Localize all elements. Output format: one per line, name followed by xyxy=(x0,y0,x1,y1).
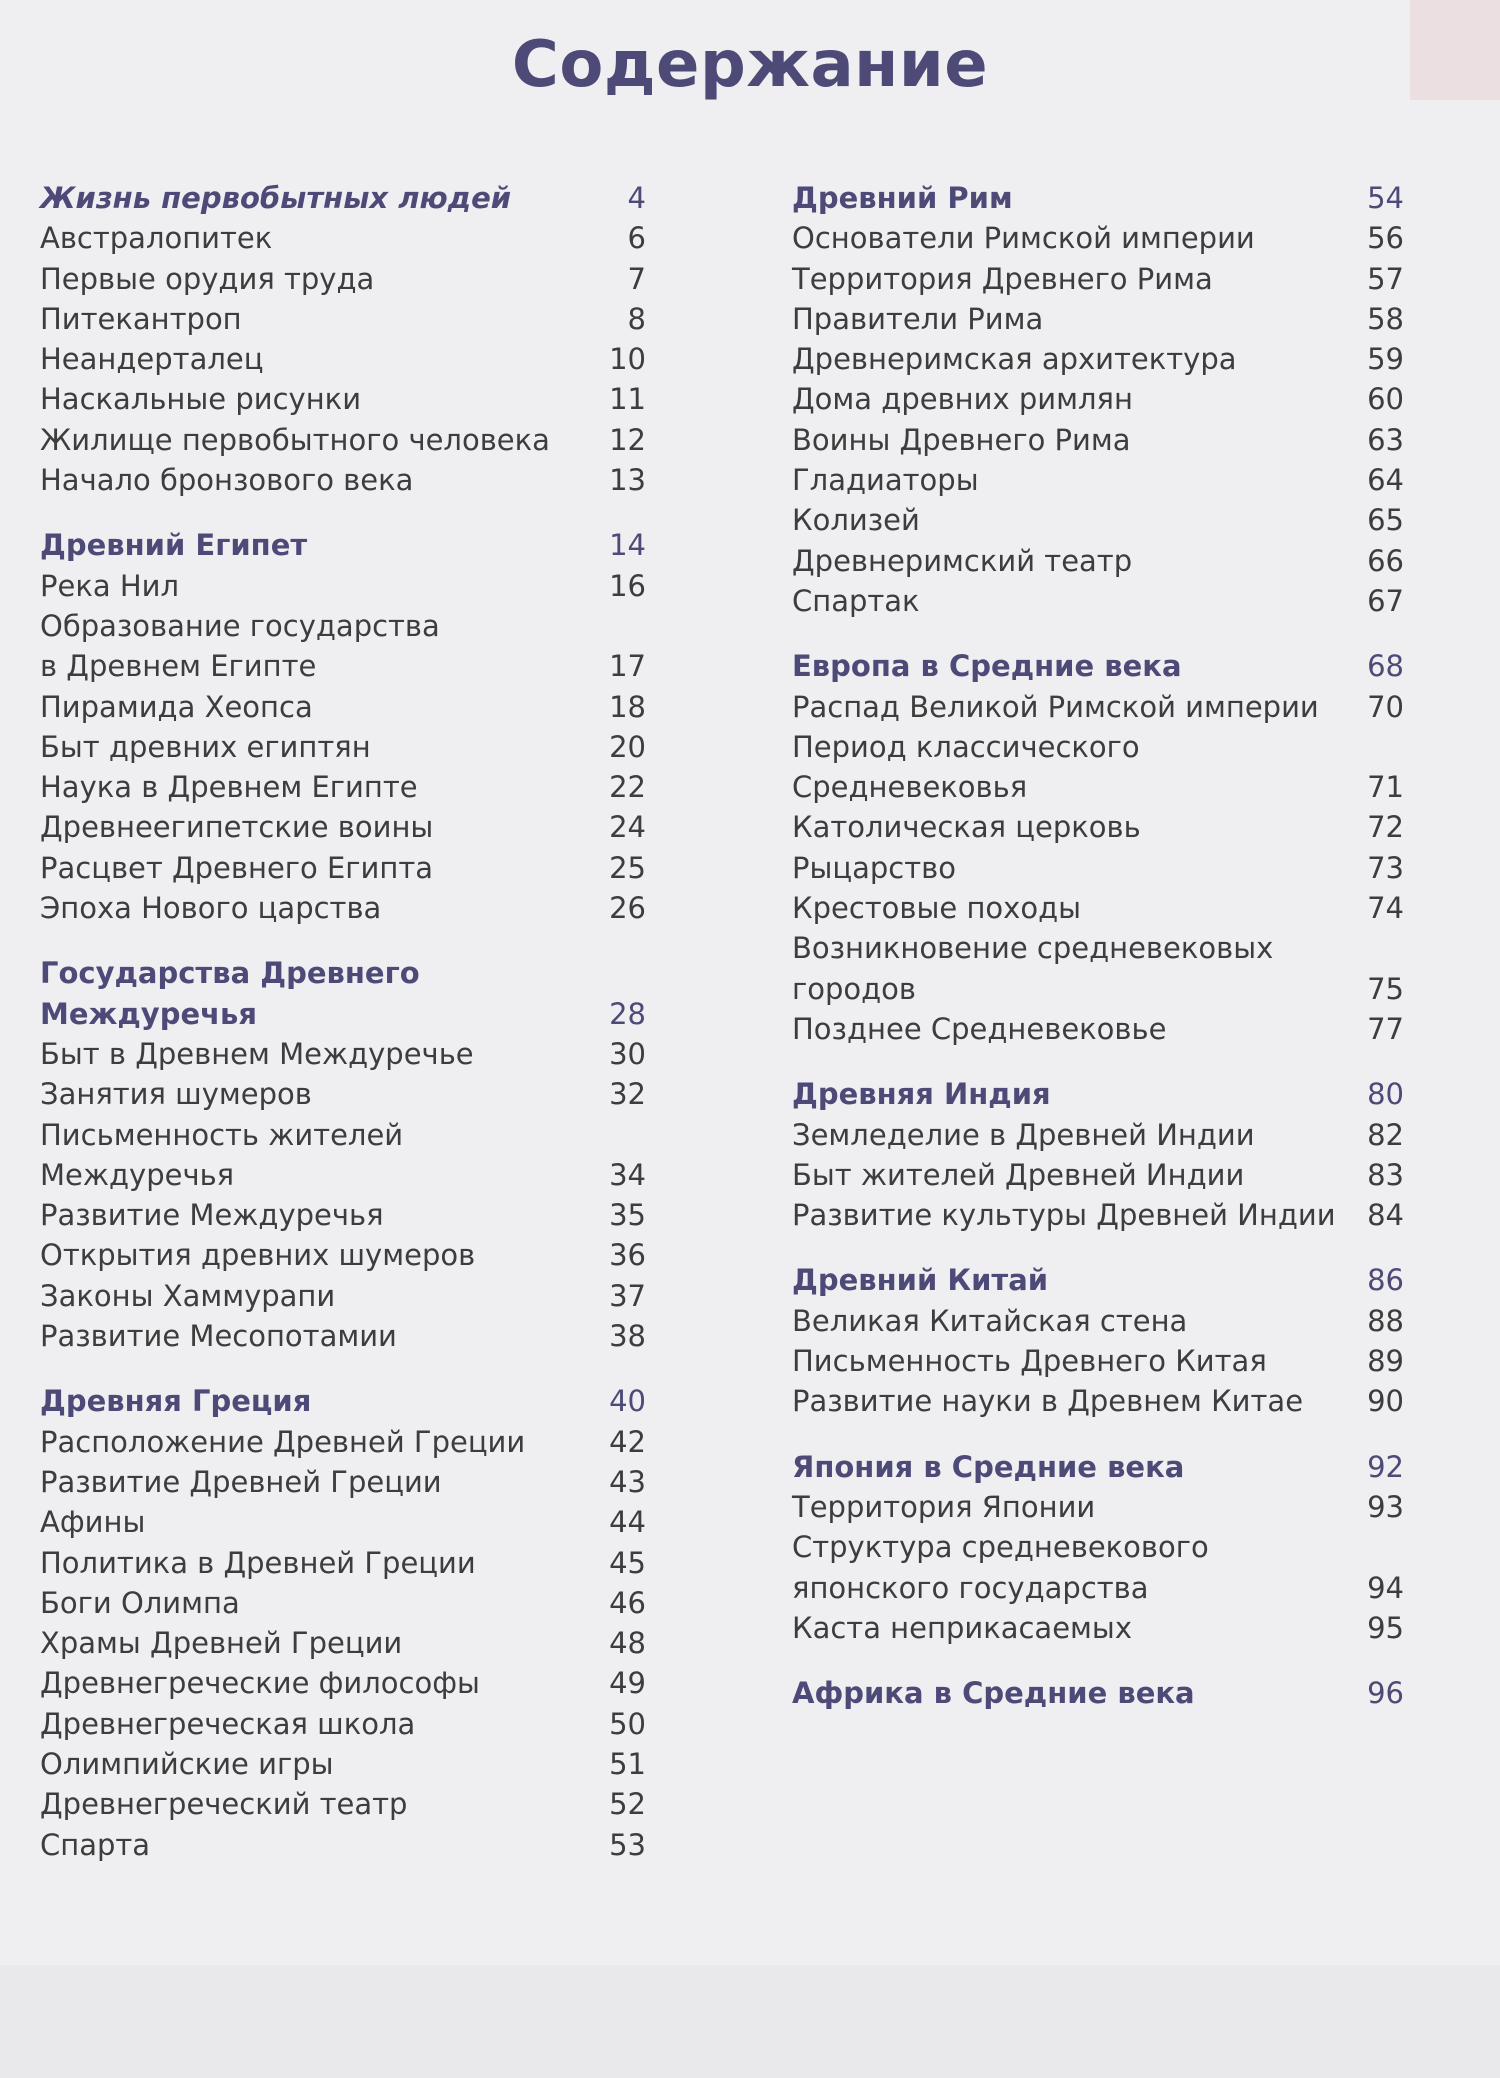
toc-entry[interactable] xyxy=(40,687,646,727)
toc-entry-title: Рыцарство xyxy=(792,850,956,885)
toc-section xyxy=(792,1447,1404,1648)
toc-entry-page: 88 xyxy=(1367,1303,1404,1338)
toc-entry-page: 51 xyxy=(609,1746,646,1781)
toc-section-heading[interactable] xyxy=(792,1260,1404,1300)
toc-entry-title: Возникновение средневековых xyxy=(792,931,1274,966)
toc-entry[interactable] xyxy=(40,218,646,258)
toc-entry-title: Территория Японии xyxy=(792,1489,1096,1524)
toc-entry[interactable] xyxy=(40,1422,646,1462)
toc-heading-title: Европа в Средние века xyxy=(792,649,1182,684)
toc-entry-page: 50 xyxy=(609,1706,646,1741)
toc-section-heading[interactable] xyxy=(792,1447,1404,1487)
toc-entry-title: Эпоха Нового царства xyxy=(40,891,382,926)
toc-entry-page: 58 xyxy=(1367,301,1404,336)
toc-entry-page: 37 xyxy=(609,1278,646,1313)
toc-entry[interactable] xyxy=(792,420,1404,460)
toc-entry-page: 32 xyxy=(609,1077,646,1112)
toc-entry-title: Древнегреческий театр xyxy=(40,1787,408,1822)
toc-entry-page: 71 xyxy=(1367,770,1404,805)
toc-section-heading[interactable] xyxy=(40,525,646,565)
toc-entry[interactable] xyxy=(40,420,646,460)
toc-entry-title: Олимпийские игры xyxy=(40,1746,334,1781)
toc-entry-title: Образование государства xyxy=(40,608,440,643)
toc-heading-title: Древняя Индия xyxy=(792,1077,1051,1112)
toc-entry[interactable] xyxy=(40,1195,646,1235)
toc-section-heading[interactable] xyxy=(40,1381,646,1421)
toc-entry-title: Воины Древнего Рима xyxy=(792,422,1131,457)
toc-entry-title: Наука в Древнем Египте xyxy=(40,770,418,805)
toc-entry-page: 52 xyxy=(609,1787,646,1822)
toc-entry[interactable] xyxy=(792,541,1404,581)
toc-entry-title: Колизей xyxy=(792,503,920,538)
toc-entry-page: 49 xyxy=(609,1666,646,1701)
toc-heading-title: Государства Древнего Междуречья xyxy=(40,956,420,1031)
toc-entry[interactable] xyxy=(792,299,1404,339)
toc-entry-page: 7 xyxy=(627,261,646,296)
toc-entry-title: Территория Древнего Рима xyxy=(792,261,1213,296)
toc-entry-title: Развитие науки в Древнем Китае xyxy=(792,1384,1304,1419)
toc-entry[interactable] xyxy=(40,259,646,299)
toc-entry[interactable] xyxy=(40,1825,646,1865)
toc-entry-title: Основатели Римской империи xyxy=(792,221,1255,256)
toc-heading-title: Жизнь первобытных людей xyxy=(40,181,512,215)
toc-entry[interactable] xyxy=(40,606,646,646)
toc-entry-title: Гладиаторы xyxy=(792,463,979,498)
toc-entry[interactable] xyxy=(40,1623,646,1663)
toc-entry-page: 73 xyxy=(1367,850,1404,885)
toc-entry-page: 20 xyxy=(609,729,646,764)
toc-entry-page: 25 xyxy=(609,850,646,885)
toc-entry[interactable] xyxy=(792,727,1404,808)
toc-heading-page: 54 xyxy=(1367,181,1404,215)
toc-entry-title: Развитие Месопотамии xyxy=(40,1319,397,1354)
toc-entry-title: Письменность Древнего Китая xyxy=(792,1344,1267,1379)
toc-entry-title: Неандерталец xyxy=(40,342,264,377)
toc-entry[interactable] xyxy=(792,259,1404,299)
toc-entry-page: 66 xyxy=(1367,543,1404,578)
toc-entry-page: 6 xyxy=(627,221,646,256)
toc-entry[interactable] xyxy=(40,1784,646,1824)
toc-entry-title: Быт жителей Древней Индии xyxy=(792,1157,1245,1192)
toc-entry-page: 8 xyxy=(627,301,646,336)
toc-entry[interactable] xyxy=(792,848,1404,888)
toc-entry-title: Наскальные рисунки xyxy=(40,382,362,417)
toc-entry-title: Письменность жителей Междуречья xyxy=(40,1117,404,1192)
toc-entry[interactable] xyxy=(40,807,646,847)
toc-entry-title: Структура средневекового xyxy=(792,1530,1209,1565)
toc-entry[interactable] xyxy=(792,379,1404,419)
toc-entry-page: 46 xyxy=(609,1585,646,1620)
toc-entry[interactable] xyxy=(792,1381,1404,1421)
toc-entry-page: 65 xyxy=(1367,503,1404,538)
toc-entry-title: Занятия шумеров xyxy=(40,1077,312,1112)
toc-entry-title: в Древнем Египте xyxy=(40,649,317,684)
toc-entry[interactable] xyxy=(40,566,646,606)
toc-entry[interactable] xyxy=(792,1155,1404,1195)
toc-heading-page: 80 xyxy=(1367,1077,1404,1112)
toc-section-heading[interactable] xyxy=(40,953,646,1034)
toc-section xyxy=(792,1673,1404,1713)
toc-entry-title: Расположение Древней Греции xyxy=(40,1424,526,1459)
toc-entry-title: Быт древних египтян xyxy=(40,729,371,764)
toc-entry[interactable] xyxy=(792,1568,1404,1608)
toc-section-heading[interactable] xyxy=(792,178,1404,218)
toc-entry[interactable] xyxy=(40,339,646,379)
toc-section xyxy=(792,1074,1404,1235)
toc-entry-page: 59 xyxy=(1367,342,1404,377)
toc-entry-title: Начало бронзового века xyxy=(40,463,414,498)
toc-section-heading[interactable] xyxy=(40,178,646,218)
toc-heading-page: 4 xyxy=(627,181,646,215)
toc-entry-page: 94 xyxy=(1367,1570,1404,1605)
toc-entry[interactable] xyxy=(40,1034,646,1074)
toc-section xyxy=(792,178,1404,621)
toc-entry-title: Питекантроп xyxy=(40,301,242,336)
toc-entry[interactable] xyxy=(792,928,1404,968)
toc-entry-page: 67 xyxy=(1367,583,1404,618)
toc-entry-title: Древнеримский театр xyxy=(792,543,1133,578)
toc-entry-title: Расцвет Древнего Египта xyxy=(40,850,434,885)
toc-entry-title: Пирамида Хеопса xyxy=(40,689,313,724)
toc-section xyxy=(40,953,646,1356)
toc-entry[interactable] xyxy=(40,767,646,807)
toc-entry-page: 95 xyxy=(1367,1610,1404,1645)
toc-entry-title: Позднее Средневековье xyxy=(792,1011,1167,1046)
toc-entry-page: 34 xyxy=(609,1157,646,1192)
toc-entry-page: 89 xyxy=(1367,1344,1404,1379)
toc-entry-title: Период классического Средневековья xyxy=(792,729,1140,805)
toc-entry-page: 12 xyxy=(609,422,646,457)
toc-entry-page: 90 xyxy=(1367,1384,1404,1419)
toc-entry[interactable] xyxy=(40,888,646,928)
toc-entry-title: Развитие культуры Древней Индии xyxy=(792,1198,1336,1233)
toc-entry-page: 36 xyxy=(609,1238,646,1273)
toc-entry-title: Боги Олимпа xyxy=(40,1585,240,1620)
toc-entry[interactable] xyxy=(40,1704,646,1744)
toc-entry-title: Древнеегипетские воины xyxy=(40,810,434,845)
toc-entry[interactable] xyxy=(792,1115,1404,1155)
toc-entry[interactable] xyxy=(40,460,646,500)
toc-entry-page: 64 xyxy=(1367,463,1404,498)
toc-entry[interactable] xyxy=(792,1608,1404,1648)
toc-entry[interactable] xyxy=(792,460,1404,500)
toc-entry[interactable] xyxy=(40,379,646,419)
toc-entry-title: Древнегреческая школа xyxy=(40,1706,416,1741)
toc-entry-title: Распад Великой Римской империи xyxy=(792,689,1319,724)
toc-entry-page: 35 xyxy=(609,1198,646,1233)
toc-section-heading[interactable] xyxy=(792,1074,1404,1114)
toc-entry-page: 82 xyxy=(1367,1117,1404,1152)
toc-entry[interactable] xyxy=(40,1276,646,1316)
toc-entry-title: японского государства xyxy=(792,1570,1149,1605)
toc-entry-title: Дома древних римлян xyxy=(792,382,1133,417)
toc-entry-page: 38 xyxy=(609,1319,646,1354)
toc-entry-title: Древнегреческие философы xyxy=(40,1666,480,1701)
toc-heading-page: 96 xyxy=(1367,1676,1404,1711)
toc-entry-page: 57 xyxy=(1367,261,1404,296)
toc-heading-page: 14 xyxy=(609,528,646,563)
toc-entry[interactable] xyxy=(40,1115,646,1196)
toc-entry-title: Храмы Древней Греции xyxy=(40,1626,403,1661)
toc-entry-page: 74 xyxy=(1367,891,1404,926)
toc-entry-page: 43 xyxy=(609,1464,646,1499)
toc-entry[interactable] xyxy=(792,1009,1404,1049)
toc-entry[interactable] xyxy=(792,218,1404,258)
toc-entry-title: Открытия древних шумеров xyxy=(40,1238,476,1273)
toc-entry-page: 48 xyxy=(609,1626,646,1661)
toc-entry-page: 84 xyxy=(1367,1198,1404,1233)
toc-entry-page: 17 xyxy=(609,649,646,684)
toc-entry-page: 53 xyxy=(609,1827,646,1862)
toc-entry[interactable] xyxy=(40,299,646,339)
toc-section xyxy=(792,1260,1404,1421)
toc-entry[interactable] xyxy=(792,1301,1404,1341)
toc-entry[interactable] xyxy=(40,1502,646,1542)
toc-section-heading[interactable] xyxy=(792,646,1404,686)
toc-entry[interactable] xyxy=(40,1583,646,1623)
toc-entry-title: Развитие Междуречья xyxy=(40,1198,384,1233)
toc-entry-title: Спартак xyxy=(792,583,920,618)
toc-entry[interactable] xyxy=(40,1074,646,1114)
toc-heading-title: Япония в Средние века xyxy=(792,1449,1185,1484)
page-title: Содержание xyxy=(511,28,989,102)
toc-right-column xyxy=(792,178,1404,1738)
toc-entry-page: 10 xyxy=(609,342,646,377)
toc-heading-title: Древний Китай xyxy=(792,1263,1049,1298)
toc-entry-title: Великая Китайская стена xyxy=(792,1303,1188,1338)
toc-entry-page: 93 xyxy=(1367,1489,1404,1524)
toc-entry[interactable] xyxy=(792,807,1404,847)
toc-entry[interactable] xyxy=(792,687,1404,727)
toc-heading-page: 40 xyxy=(609,1384,646,1419)
toc-heading-title: Древний Рим xyxy=(792,181,1013,215)
toc-entry[interactable] xyxy=(792,1527,1404,1567)
toc-entry-title: Земледелие в Древней Индии xyxy=(792,1117,1255,1152)
toc-entry-page: 24 xyxy=(609,810,646,845)
toc-heading-page: 86 xyxy=(1367,1263,1404,1298)
toc-entry-page: 83 xyxy=(1367,1157,1404,1192)
toc-section xyxy=(792,646,1404,1049)
bottom-bleed-band xyxy=(0,1965,1500,2078)
toc-entry-title: Крестовые походы xyxy=(792,891,1082,926)
toc-entry-page: 44 xyxy=(609,1505,646,1540)
toc-entry-page: 60 xyxy=(1367,382,1404,417)
toc-heading-title: Древняя Греция xyxy=(40,1384,312,1419)
toc-entry[interactable] xyxy=(40,646,646,686)
toc-entry-title: Развитие Древней Греции xyxy=(40,1464,442,1499)
toc-entry[interactable] xyxy=(40,848,646,888)
toc-entry[interactable] xyxy=(40,1462,646,1502)
toc-entry[interactable] xyxy=(792,969,1404,1009)
toc-entry-title: Древнеримская архитектура xyxy=(792,342,1237,377)
toc-entry-title: Спарта xyxy=(40,1827,151,1862)
toc-entry-title: Река Нил xyxy=(40,568,180,603)
toc-entry-page: 72 xyxy=(1367,810,1404,845)
toc-entry[interactable] xyxy=(40,1316,646,1356)
toc-left-column xyxy=(40,178,646,1890)
toc-entry-title: Католическая церковь xyxy=(792,810,1141,845)
toc-section-heading[interactable] xyxy=(792,1673,1404,1713)
toc-entry-title: городов xyxy=(792,971,917,1006)
toc-entry[interactable] xyxy=(792,1341,1404,1381)
toc-entry[interactable] xyxy=(792,581,1404,621)
toc-entry-page: 22 xyxy=(609,770,646,805)
toc-entry-title: Законы Хаммурапи xyxy=(40,1278,336,1313)
toc-section xyxy=(40,525,646,928)
toc-heading-page: 68 xyxy=(1367,649,1404,684)
toc-section xyxy=(40,178,646,500)
toc-entry-page: 45 xyxy=(609,1545,646,1580)
toc-entry-title: Первые орудия труда xyxy=(40,261,375,296)
toc-entry[interactable] xyxy=(792,339,1404,379)
toc-entry[interactable] xyxy=(792,888,1404,928)
toc-entry-title: Афины xyxy=(40,1505,146,1540)
toc-entry-page: 75 xyxy=(1367,971,1404,1006)
toc-entry-title: Каста неприкасаемых xyxy=(792,1610,1132,1645)
toc-entry-page: 77 xyxy=(1367,1011,1404,1046)
toc-entry[interactable] xyxy=(40,1543,646,1583)
toc-entry-page: 11 xyxy=(609,382,646,417)
toc-heading-page: 28 xyxy=(609,996,646,1031)
toc-entry[interactable] xyxy=(792,1487,1404,1527)
toc-entry-page: 56 xyxy=(1367,221,1404,256)
toc-entry-title: Правители Рима xyxy=(792,301,1044,336)
toc-entry[interactable] xyxy=(792,1195,1404,1235)
toc-entry-title: Жилище первобытного человека xyxy=(40,422,550,457)
toc-entry[interactable] xyxy=(40,1235,646,1275)
toc-entry[interactable] xyxy=(40,727,646,767)
toc-entry-title: Политика в Древней Греции xyxy=(40,1545,476,1580)
toc-entry-page: 13 xyxy=(609,463,646,498)
toc-entry-page: 26 xyxy=(609,891,646,926)
toc-section xyxy=(40,1381,646,1865)
toc-entry-page: 70 xyxy=(1367,689,1404,724)
toc-entry-page: 18 xyxy=(609,689,646,724)
toc-heading-title: Африка в Средние века xyxy=(792,1676,1195,1711)
toc-entry-page: 63 xyxy=(1367,422,1404,457)
toc-entry-title: Австралопитек xyxy=(40,221,273,256)
toc-entry-page: 16 xyxy=(609,568,646,603)
toc-heading-page: 92 xyxy=(1367,1449,1404,1484)
toc-entry-title: Быт в Древнем Междуречье xyxy=(40,1036,474,1071)
toc-entry[interactable] xyxy=(792,500,1404,540)
toc-entry-page: 30 xyxy=(609,1036,646,1071)
toc-entry[interactable] xyxy=(40,1663,646,1703)
toc-heading-title: Древний Египет xyxy=(40,528,308,563)
toc-entry-page: 42 xyxy=(609,1424,646,1459)
toc-entry[interactable] xyxy=(40,1744,646,1784)
